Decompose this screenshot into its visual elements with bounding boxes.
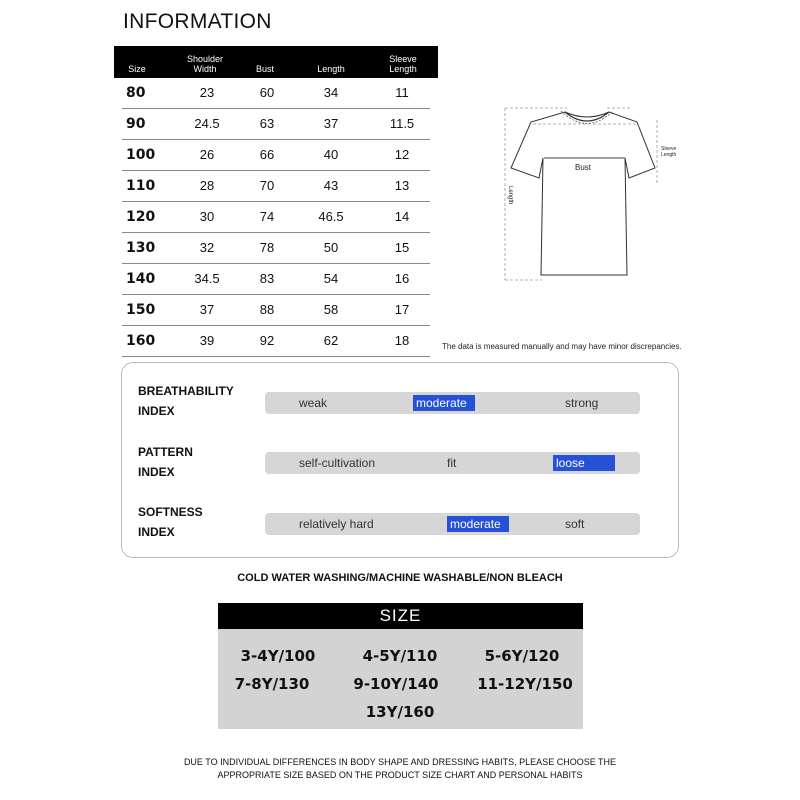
table-cell: 83 xyxy=(259,271,275,286)
table-header xyxy=(114,46,438,78)
table-cell: 17 xyxy=(394,302,410,317)
table-cell: 43 xyxy=(323,178,339,193)
table-cell: 70 xyxy=(259,178,275,193)
size-item: 7-8Y/130 xyxy=(234,675,310,693)
page-title: INFORMATION xyxy=(123,10,272,33)
table-cell: 58 xyxy=(323,302,339,317)
table-cell: 60 xyxy=(259,85,275,100)
index-option: weak xyxy=(299,396,328,410)
index-option: moderate xyxy=(447,516,509,532)
table-cell: 140 xyxy=(126,271,156,287)
index-option: self-cultivation xyxy=(299,456,376,470)
table-cell: 50 xyxy=(323,240,339,255)
table-cell: 14 xyxy=(394,209,410,224)
disclaimer-line1: DUE TO INDIVIDUAL DIFFERENCES IN BODY SHAPE AND DRESSING HABITS, PLEASE CHOOSE THE xyxy=(183,757,617,767)
index-option: strong xyxy=(565,396,599,410)
table-cell: 26 xyxy=(199,147,215,162)
length-label: Length xyxy=(507,186,513,205)
table-cell: 110 xyxy=(126,178,156,194)
table-cell: 92 xyxy=(259,333,275,348)
index-option: loose xyxy=(553,455,615,471)
size-guide xyxy=(218,603,583,729)
table-cell: 37 xyxy=(323,116,339,131)
table-cell: 62 xyxy=(323,333,339,348)
softness-label-line2: INDEX xyxy=(138,525,175,539)
table-cell: 23 xyxy=(199,85,215,100)
table-cell: 90 xyxy=(126,116,146,132)
size-item: 3-4Y/100 xyxy=(240,647,316,665)
size-item: 4-5Y/110 xyxy=(362,647,438,665)
table-row xyxy=(122,78,430,109)
header-shoulder-width: Shoulder Width xyxy=(186,54,224,74)
measurement-note: The data is measured manually and may have minor discrepancies. xyxy=(442,342,682,351)
size-table xyxy=(114,46,438,357)
table-cell: 78 xyxy=(259,240,275,255)
table-cell: 120 xyxy=(126,209,156,225)
table-row xyxy=(122,171,430,202)
index-option: fit xyxy=(447,456,457,470)
table-cell: 28 xyxy=(199,178,215,193)
table-row xyxy=(122,140,430,171)
table-row xyxy=(122,233,430,264)
pattern-label xyxy=(138,442,258,482)
pattern-scale xyxy=(265,452,640,474)
softness-label-line1: SOFTNESS xyxy=(138,505,203,519)
table-cell: 88 xyxy=(259,302,275,317)
header-sleeve-length: Sleeve Length xyxy=(389,54,417,74)
table-cell: 74 xyxy=(259,209,275,224)
breathability-scale xyxy=(265,392,640,414)
bust-label: Bust xyxy=(575,163,592,172)
table-cell: 66 xyxy=(259,147,275,162)
sleeve-label-1: Sleeve xyxy=(661,146,677,152)
breathability-label xyxy=(138,381,258,421)
index-option: soft xyxy=(565,517,585,531)
breathability-label-line2: INDEX xyxy=(138,404,175,418)
table-cell: 30 xyxy=(199,209,215,224)
table-body xyxy=(114,78,438,357)
care-instructions: COLD WATER WASHING/MACHINE WASHABLE/NON BLEACH xyxy=(237,572,563,584)
table-cell: 18 xyxy=(394,333,410,348)
table-cell: 40 xyxy=(323,147,339,162)
softness-scale xyxy=(265,513,640,535)
pattern-label-line2: INDEX xyxy=(138,465,175,479)
table-cell: 100 xyxy=(126,147,156,163)
size-item: 13Y/160 xyxy=(365,703,435,721)
table-cell: 160 xyxy=(126,333,156,349)
table-row xyxy=(122,295,430,326)
softness-label xyxy=(138,502,258,542)
table-row xyxy=(122,109,430,140)
header-size: Size xyxy=(128,64,146,74)
table-row xyxy=(122,326,430,357)
header-bust: Bust xyxy=(255,64,274,74)
sleeve-label-2: Length xyxy=(661,152,677,158)
table-cell: 46.5 xyxy=(318,209,344,224)
size-guide-header: SIZE xyxy=(218,603,583,629)
table-cell: 34 xyxy=(323,85,339,100)
table-cell: 54 xyxy=(323,271,339,286)
table-cell: 24.5 xyxy=(194,116,220,131)
size-item: 5-6Y/120 xyxy=(484,647,560,665)
table-cell: 39 xyxy=(199,333,215,348)
index-option: relatively hard xyxy=(299,517,374,531)
table-cell: 37 xyxy=(199,302,215,317)
pattern-label-line1: PATTERN xyxy=(138,445,193,459)
table-cell: 150 xyxy=(126,302,156,318)
table-cell: 16 xyxy=(394,271,410,286)
index-option: moderate xyxy=(413,395,475,411)
table-cell: 15 xyxy=(394,240,410,255)
table-cell: 13 xyxy=(394,178,410,193)
table-row xyxy=(122,264,430,295)
table-cell: 11.5 xyxy=(389,116,415,131)
table-cell: 130 xyxy=(126,240,156,256)
table-cell: 12 xyxy=(394,147,410,162)
table-cell: 32 xyxy=(199,240,215,255)
size-disclaimer xyxy=(0,756,800,782)
table-cell: 63 xyxy=(259,116,275,131)
header-length: Length xyxy=(317,64,345,74)
disclaimer-line2: APPROPRIATE SIZE BASED ON THE PRODUCT SIZE CHART AND PERSONAL HABITS xyxy=(217,770,583,780)
table-cell: 11 xyxy=(395,85,409,100)
table-cell: 80 xyxy=(126,85,146,101)
tshirt-diagram xyxy=(497,100,687,290)
size-item: 9-10Y/140 xyxy=(353,675,439,693)
table-cell: 34.5 xyxy=(194,271,220,286)
fabric-index-panel xyxy=(121,362,679,558)
breathability-label-line1: BREATHABILITY xyxy=(138,384,234,398)
size-item: 11-12Y/150 xyxy=(477,675,573,693)
table-row xyxy=(122,202,430,233)
